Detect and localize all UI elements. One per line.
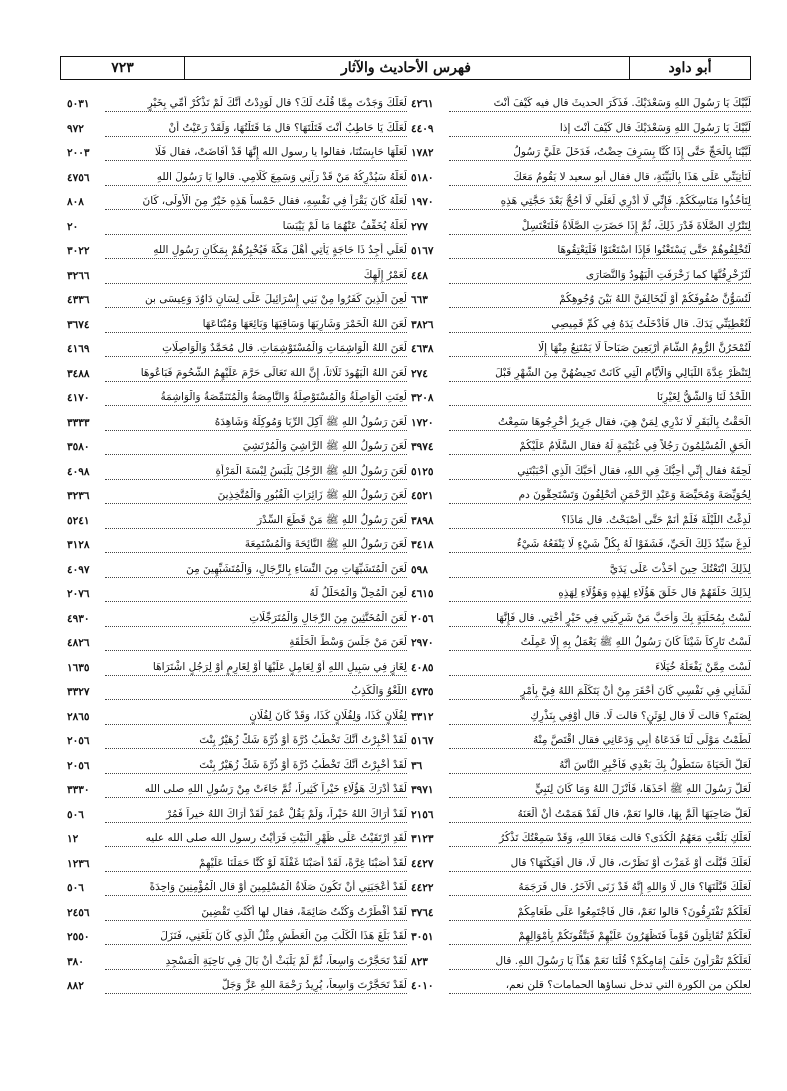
entry-number: ٤٨٢٦ [67, 637, 90, 650]
entry-number: ٥٠٦ [67, 808, 84, 821]
index-entry [411, 117, 751, 142]
entry-number: ٤٠٨٥ [411, 661, 434, 674]
index-entry [67, 264, 407, 289]
index-entry [411, 435, 751, 460]
entry-text: لَعَلَّهُ يُخَفِّفُ عَنْهُمَا مَا لَمْ يَيْبَسَا [105, 219, 407, 235]
entry-text: لَتُعْطِيَنِّي يَدَكَ. قال فَأَدْخَلْتُ يَدَهُ فِي كُمِّ قَمِيصِي [449, 317, 751, 333]
entry-number: ٣٣٣٠ [67, 784, 90, 797]
index-entry [67, 754, 407, 779]
index-entry [411, 778, 751, 803]
entry-text: لَعَلَّكَ يَا حَاطِبُ أَنْتَ قَتَلْتَهَا؟ قال مَا قَتَلْتُهَا، وَلَقَدْ رَعَيْتُ أَنْ [105, 121, 407, 137]
entry-text: لَعَلَّكُمْ تَقْرَأُونَ خَلْفَ إِمَامِكُمْ؟ قُلْنَا نَعَمْ هَذّاً يَا رَسُولَ اللهِ. قال [449, 954, 751, 970]
entry-number: ٥٠٣١ [67, 98, 90, 111]
entry-text: لَعَلَّ رَسُولَ اللهِ ﷺ أَخَذَهَا، فَأَنْزَلَ اللهُ وَمَا كَانَ لِنَبِيٍّ [449, 782, 751, 798]
entry-number: ٢١٥٦ [411, 808, 434, 821]
entry-text: لَقَدْ تَحَجَّرْتَ وَاسِعاً، يُرِيدُ رَحْمَةَ اللهِ عَزَّ وَجَلَّ [105, 978, 407, 994]
index-entry [67, 460, 407, 485]
entry-text: لَقَدْ أُخْبِرْتُ أَنَّكَ تَخْطُبُ دُرَّةَ أَوْ ذُرَّةَ شَكَّ زُهَيْرٌ بِنْتَ [105, 758, 407, 774]
index-entry [411, 337, 751, 362]
entry-text: لَحِقَهُ فقال إِنِّي أُحِبُّكَ فِي اللهِ، فقال أَحَبَّكَ الَّذِي أَحْبَبْتَنِي [449, 464, 751, 480]
entry-text: لَسْتُ تَارِكاً شَيْئاً كَانَ رَسُولُ اللهِ ﷺ يَعْمَلُ بِهِ إِلَّا عَمِلْتُ [449, 635, 751, 651]
index-entry [67, 950, 407, 975]
index-entry [411, 509, 751, 534]
entry-text: لُدِغَ سَيِّدُ ذَلِكَ الْحَيِّ، فَشَفَوْا لَهُ بِكُلِّ شَيْءٍ لَا يَنْفَعُهُ شَيْءٌ [449, 537, 751, 553]
entry-number: ٢٧٧ [411, 220, 428, 233]
entry-number: ٣٩٧٤ [411, 441, 434, 454]
entry-text: لَتُسَوُّنَّ صُفُوفَكُمْ أَوْ لَيُخَالِفَنَّ اللهُ بَيْنَ وُجُوهِكُمْ [449, 292, 751, 308]
entry-number: ٣٣١٢ [411, 710, 434, 723]
index-entry [67, 876, 407, 901]
entry-text: لعلكن من الكورة التي تدخل نساؤها الحمامات؟ قلن نعم، [449, 978, 751, 994]
entry-text: لَعَلَّهُ كَانَ يَقْرَأُ فِي نَفْسِهِ، فقال خَمْساً هَذِهِ خَيْرٌ مِنَ الْأُولَى، كَانَ [105, 194, 407, 210]
index-entry [411, 631, 751, 656]
entry-number: ٤١٦٩ [67, 343, 90, 356]
entry-text: لَعَلَّ صَاحِبَهَا أَلَمَّ بِهَا، قالوا نَعَمْ، قال لَقَدْ هَمَمْتُ أَنْ أَلْعَنَهُ [449, 807, 751, 823]
index-column-right [411, 92, 751, 999]
entry-text: لُدِغْتُ اللَّيْلَةَ فَلَمْ أَنَمْ حَتَّى أَصْبَحْتُ. قال مَاذَا؟ [449, 513, 751, 529]
entry-number: ٤٤٢٢ [411, 882, 434, 895]
entry-text: لَتُمْخَرُنَّ الرُّومُ الشَّامَ أَرْبَعِينَ صَبَاحاً لَا يَمْتَنِعُ مِنْهَا إِلَّا [449, 341, 751, 357]
index-entry [67, 852, 407, 877]
entry-text: لَعَلَّكِ بَلَغْتِ مَعَهُمُ الْكُدَى؟ قالت مَعَاذَ اللهِ، وَقَدْ سَمِعْتُكَ تَذْكُرُ [449, 831, 751, 847]
entry-text: لَعَنَ مَنْ جَلَسَ وَسْطَ الْحَلْقَةِ [105, 635, 407, 651]
entry-number: ٢٠ [67, 220, 79, 233]
entry-text: لَبَّيْكَ يَا رَسُولَ اللهِ وَسَعْدَيْكَ. فَذَكَرَ الحديثَ قال فيه كَيْفَ أَنْتَ [449, 96, 751, 112]
entry-text: لَعَلَّكَ قَبَّلْتَهَا؟ قال لَا وَاللهِ إِنَّهُ قَدْ زَنَى الْآخَرُ. قال فَرَجَمَهُ [449, 880, 751, 896]
entry-number: ٥١٦٧ [411, 735, 434, 748]
entry-number: ٤٠٩٧ [67, 563, 90, 576]
index-entry [67, 803, 407, 828]
index-entry [67, 239, 407, 264]
index-entry [67, 558, 407, 583]
entry-number: ٣٣٢٧ [67, 686, 90, 699]
index-entry [67, 729, 407, 754]
index-entry [67, 533, 407, 558]
entry-number: ٣٧٦٤ [411, 906, 434, 919]
entry-text: لِذَلِكَ خَلَقَهُمْ قال خَلَقَ هَؤُلَاءِ لِهَذِهِ وَهَؤُلَاءِ لِهَذِهِ [449, 586, 751, 602]
entry-text: لَعَنَ رَسُولُ اللهِ ﷺ النَّائِحَةَ وَالْمُسْتَمِعَةَ [105, 537, 407, 553]
index-entry [411, 264, 751, 289]
index-entry [67, 92, 407, 117]
entry-text: لَقَدْ بَلَغَ هَذَا الْكَلْبَ مِنَ الْعَطَشِ مِثْلُ الَّذِي كَانَ بَلَغَنِي، فَنَزَلَ [105, 929, 407, 945]
index-entry [411, 803, 751, 828]
index-entry [411, 582, 751, 607]
entry-text: الْحَقْتُ بِالْبَقَرِ لَا نَدْرِي لِمَنْ هِيَ، فقال جَرِيرٌ أَخْرِجُوهَا سَمِعْتُ [449, 415, 751, 431]
index-entry [67, 190, 407, 215]
entry-number: ٤٤٨ [411, 269, 428, 282]
entry-number: ٢٠٥٦ [67, 759, 90, 772]
index-entry [411, 484, 751, 509]
entry-text: لَعَنَ اللهُ الْخَمْرَ وَشَارِبَهَا وَسَاقِيَهَا وَبَائِعَهَا وَمُبْتَاعَهَا [105, 317, 407, 333]
entry-number: ٤٣٣٦ [67, 294, 90, 307]
entry-number: ٩٧٢ [67, 122, 84, 135]
entry-number: ٥٢٤١ [67, 514, 90, 527]
entry-number: ٢٥٥٠ [67, 931, 90, 944]
index-entry [411, 288, 751, 313]
index-entry [411, 876, 751, 901]
entry-number: ٢٠٥٦ [411, 612, 434, 625]
entry-text: لَسْتَ مِمَّنْ يَفْعَلُهُ خُيَلَاءَ [449, 660, 751, 676]
entry-number: ١٧٢٠ [411, 416, 434, 429]
index-entry [411, 656, 751, 681]
index-entry [411, 362, 751, 387]
entry-text: لَقَدْ أَعْجَبَنِي أَنْ تَكُونَ صَلَاةُ الْمُسْلِمِينَ أَوْ قال الْمُؤْمِنِينَ وَاحِدَةً [105, 880, 407, 896]
entry-number: ٤٩٣٠ [67, 612, 90, 625]
entry-text: لُعِنَ الْمُحِلُّ وَالْمُحَلَّلُ لَهُ [105, 586, 407, 602]
entry-text: لَبَّيْكَ يَا رَسُولَ اللهِ وَسَعْدَيْكَ قال كَيْفَ أَنْتَ إذا [449, 121, 751, 137]
entry-text: لَعَنَ اللهُ الْوَاشِمَاتِ وَالْمُسْتَوْشِمَاتِ. قال مُحَمَّدٌ وَالْوَاصِلَاتِ [105, 341, 407, 357]
entry-number: ٢٧٤ [411, 367, 428, 380]
entry-number: ٥٠٦ [67, 882, 84, 895]
entry-number: ١٦٣٥ [67, 661, 90, 674]
entry-text: لَعَلَّ الْحَيَاةَ سَتَطُولُ بِكَ بَعْدِي فَأَخْبِرِ النَّاسَ أَنَّهُ [449, 758, 751, 774]
index-entry [67, 925, 407, 950]
entry-text: الْحَقِ الْمُسْلِمُونَ رَجُلاً فِي غُنَيْمَةٍ لَهُ فقال السَّلَامُ عَلَيْكُمْ [449, 439, 751, 455]
index-entry [411, 460, 751, 485]
index-entry [67, 337, 407, 362]
entry-text: لَعَلَّكُمْ تَفْتَرِقُونَ؟ قالوا نَعَمْ، قال فَاجْتَمِعُوا عَلَى طَعَامِكُمْ [449, 905, 751, 921]
index-entry [67, 656, 407, 681]
entry-text: لَبَّيْنَا بِالْحَجِّ حَتَّى إِذَا كُنَّا بِسَرِفَ حِضْتُ، فَدَخَلَ عَلَيَّ رَسُولُ [449, 145, 751, 161]
page-number: ٧٢٣ [61, 57, 185, 79]
entry-text: لَعَنَ اللهُ الْيَهُودَ ثَلَاثاً، إِنَّ اللهَ تَعَالَى حَرَّمَ عَلَيْهِمُ الشُّحُومَ فَبَاعُوهَا [105, 366, 407, 382]
entry-text: لَتُزَخْرِفُنَّهَا كما زَخْرَفَتِ الْيَهُودُ وَالنَّصَارَى [449, 268, 751, 284]
index-entry [67, 974, 407, 999]
index-entry [67, 215, 407, 240]
index-entry [411, 411, 751, 436]
index-entry [67, 288, 407, 313]
entry-number: ٣٠٢٢ [67, 245, 90, 258]
entry-number: ٢٨٦٥ [67, 710, 90, 723]
index-entry [67, 141, 407, 166]
entry-text: لَطَمْتُ مَوْلًى لَنَا فَدَعَاهُ أَبِي وَدَعَانِي فقال اقْتَصَّ مِنْهُ [449, 733, 751, 749]
entry-number: ٥١٢٥ [411, 465, 434, 478]
entry-text: لِفُلَانٍ كَذَا، وَلِفُلَانٍ كَذَا، وَقَدْ كَانَ لِفُلَانٍ [105, 709, 407, 725]
entry-number: ٤٤٢٧ [411, 857, 434, 870]
index-entry [411, 950, 751, 975]
entry-text: لَعَلِّي أَجِدُ ذَا حَاجَةٍ يَأْتِي أَهْلَ مَكَّةَ فَيُخْبِرُهُمْ بِمَكَانِ رَسُولِ اللهِ [105, 243, 407, 259]
index-entry [67, 827, 407, 852]
entry-number: ٣٨٩٨ [411, 514, 434, 527]
entry-number: ٣٢٠٨ [411, 392, 434, 405]
index-entry [411, 190, 751, 215]
entry-number: ٤١٧٠ [67, 392, 90, 405]
entry-number: ٣٢٣٦ [67, 490, 90, 503]
entry-number: ٤٧٣٥ [411, 686, 434, 699]
index-entry [67, 509, 407, 534]
entry-text: لَعَنَ رَسُولُ اللهِ ﷺ آكِلَ الرِّبَا وَمُوكِلَهُ وَشَاهِدَهُ [105, 415, 407, 431]
index-entry [411, 92, 751, 117]
index-entry [411, 386, 751, 411]
index-entry [411, 313, 751, 338]
index-entry [411, 680, 751, 705]
index-entry [411, 974, 751, 999]
index-entry [411, 215, 751, 240]
entry-text: لِغَازٍ فِي سَبِيلِ اللهِ أَوْ لِعَامِلٍ عَلَيْهَا أَوْ لِغَارِمٍ أَوْ لِرَجُلٍ اشْتَرَاهَا [105, 660, 407, 676]
entry-number: ٣٢٦٦ [67, 269, 90, 282]
entry-number: ١٩٧٠ [411, 196, 434, 209]
entry-text: لَعَمْرُ إِلَهِكَ [105, 268, 407, 284]
index-entry [67, 901, 407, 926]
entry-number: ٥١٨٠ [411, 171, 434, 184]
index-entry [67, 313, 407, 338]
index-entry [67, 166, 407, 191]
entry-number: ٦٦٣ [411, 294, 428, 307]
entry-number: ٣٦٧٤ [67, 318, 90, 331]
entry-text: لَعَنَ الْمُتَشَبِّهَاتِ مِنَ النِّسَاءِ بِالرِّجَالِ، وَالْمُتَشَبِّهِينَ مِنَ [105, 562, 407, 578]
entry-text: لَعَلَّهُ سَيُدْرِكُهُ مَنْ قَدْ رَآنِي وَسَمِعَ كَلَامِي. قالوا يَا رَسُولَ اللهِ [105, 170, 407, 186]
entry-number: ٢٠٧٦ [67, 588, 90, 601]
entry-number: ٢٠٠٣ [67, 147, 90, 160]
entry-number: ٣٥٨٠ [67, 441, 90, 454]
page-header [60, 56, 751, 80]
entry-text: لَقَدْ أَفْطَرْتُ وَكُنْتُ صَائِمَةً، فقال لها أَكُنْتِ تَقْضِينَ [105, 905, 407, 921]
entry-number: ٣٦ [411, 759, 423, 772]
entry-number: ٨٠٨ [67, 196, 84, 209]
entry-text: لَقَدِ ارْتَقَيْتُ عَلَى ظَهْرِ الْبَيْتِ فَرَأَيْتُ رسول الله صلى الله عليه [105, 831, 407, 847]
index-entry [411, 239, 751, 264]
entry-text: لُعِنَتِ الْوَاصِلَةُ وَالْمُسْتَوْصِلَةُ وَالنَّامِصَةُ وَالْمُتَنَمِّصَةُ وَالْوَاشِمَةُ [105, 390, 407, 406]
entry-number: ٨٨٢ [67, 980, 84, 993]
entry-text: لَعَنَ رَسُولُ اللهِ ﷺ الرَّجُلَ يَلْبَسُ لِبْسَةَ الْمَرْأَةِ [105, 464, 407, 480]
entry-number: ٤٧٥٦ [67, 171, 90, 184]
index-entry [411, 852, 751, 877]
index-entry [67, 435, 407, 460]
entry-text: لَعَلَّهَا حَابِسَتُنَا، فقالوا يا رسول الله إِنَّهَا قَدْ أَفَاضَتْ، فقال فَلَا [105, 145, 407, 161]
entry-text: لَعَنَ رَسُولُ اللهِ ﷺ زَائِرَاتِ الْقُبُورِ وَالْمُتَّخِذِينَ [105, 488, 407, 504]
entry-number: ٤٥٢١ [411, 490, 434, 503]
entry-text: لَقَدْ أَصَبْنَا غِرَّةً، لَقَدْ أَصَبْنَا غَفْلَةً لَوْ كُنَّا حَمَلْنَا عَلَيْهِمْ [105, 856, 407, 872]
entry-text: لَعَلَّكَ وَجَدْتَ مِمَّا قُلْتُ لَكَ؟ قال لَوَدِدْتُ أَنَّكَ لَمْ تَذْكُرْ أُمِّي بِخَيْرٍ [105, 96, 407, 112]
index-column-left [67, 92, 407, 999]
entry-text: لَقَدْ أَرَاكَ اللهُ خَيْراً، وَلَمْ يَقُلْ عُمَرُ لَقَدْ أَرَاكَ اللهُ خيراً فَمُرْ [105, 807, 407, 823]
entry-text: لِتَتْرُكِ الصَّلَاةَ قَدْرَ ذَلِكَ، ثُمَّ إِذَا حَضَرَتِ الصَّلَاةُ فَلْتَغْتَسِلْ [449, 219, 751, 235]
entry-number: ٢٩٧٠ [411, 637, 434, 650]
index-entry [411, 533, 751, 558]
entry-number: ٣١٢٣ [411, 833, 434, 846]
entry-number: ٣٤٨٨ [67, 367, 90, 380]
index-entry [411, 754, 751, 779]
entry-number: ٤٦١٥ [411, 588, 434, 601]
book-name: أبو داود [629, 57, 750, 79]
entry-text: اللَّغْوُ وَالْكَذِبُ [105, 684, 407, 700]
entry-number: ٣٩٧١ [411, 784, 434, 797]
entry-number: ٣٣٣٣ [67, 416, 90, 429]
entry-number: ٥٩٨ [411, 563, 428, 576]
entry-number: ٣٤١٨ [411, 539, 434, 552]
index-entry [67, 484, 407, 509]
index-entry [67, 582, 407, 607]
index-entry [411, 901, 751, 926]
index-entry [67, 386, 407, 411]
entry-number: ٢٠٥٦ [67, 735, 90, 748]
entry-number: ٢٤٥٦ [67, 906, 90, 919]
entry-number: ٤٠١٠ [411, 980, 434, 993]
entry-number: ١٢٣٦ [67, 857, 90, 870]
index-entry [67, 362, 407, 387]
entry-text: لَعَلَّكَ قَبَّلْتَ أَوْ غَمَزْتَ أَوْ نَظَرْتَ، قال لَا، قال أَفَنِكْتَهَا؟ قال [449, 856, 751, 872]
entry-number: ٨٢٣ [411, 955, 428, 968]
entry-text: لَتَأْتِيَنِّي عَلَى هَذَا بِالْبَيِّنَةِ، قال فقال أبو سعيد لا يَقُومُ مَعَكَ [449, 170, 751, 186]
entry-text: اللَّحْدُ لَنَا وَالشَّقُّ لِغَيْرِنَا [449, 390, 751, 406]
entry-text: لَقَدْ تَحَجَّرْتَ وَاسِعاً، ثُمَّ لَمْ يَلْبَثْ أَنْ بَالَ فِي نَاحِيَةِ الْمَسْجِدِ [105, 954, 407, 970]
page-title: فهرس الأحاديث والآثار [341, 60, 471, 76]
index-entry [67, 607, 407, 632]
entry-number: ٣٨٠ [67, 955, 84, 968]
entry-number: ٥١٦٧ [411, 245, 434, 258]
index-entry [411, 141, 751, 166]
entry-number: ٤٤٠٩ [411, 122, 434, 135]
index-entry [411, 925, 751, 950]
index-entry [411, 607, 751, 632]
index-entry [67, 778, 407, 803]
index-entry [411, 166, 751, 191]
entry-text: لَقَدْ أُخْبِرْتُ أَنَّكَ تَخْطُبُ دُرَّةَ أَوْ ذُرَّةَ شَكَّ زُهَيْرٌ بِنْتَ [105, 733, 407, 749]
entry-number: ٤٠٩٨ [67, 465, 90, 478]
entry-text: لِتَأْخُذُوا مَنَاسِكَكُمْ. فَإِنِّي لَا أَدْرِي لَعَلِّي لَا أَحُجُّ بَعْدَ حَجَّتِي هَذِهِ [449, 194, 751, 210]
entry-text: لِتَنْظُرْ عِدَّةَ اللَّيَالِي وَالْأَيَّامِ الَّتِي كَانَتْ تَحِيضُهُنَّ مِنَ الشَّهْرِ قَبْلَ [449, 366, 751, 382]
entry-text: لَعَنَ رَسُولُ اللهِ ﷺ مَنْ قَطَعَ السِّدْرَ [105, 513, 407, 529]
index-entry [411, 729, 751, 754]
entry-text: لِذَلِكَ ابْتَعْتُكَ حِينَ أَخَذْتَ عَلَى يَدَيَّ [449, 562, 751, 578]
index-entry [411, 558, 751, 583]
index-entry [67, 411, 407, 436]
entry-number: ١٧٨٢ [411, 147, 434, 160]
entry-text: لِحُوَيِّصَةَ وَمُحَيِّصَةَ وَعَبْدِ الرَّحْمَنِ أَتَحْلِفُونَ وَتَسْتَحِقُّونَ دم [449, 488, 751, 504]
index-entry [411, 705, 751, 730]
entry-text: لَعَنَ الْمُخَنَّثِينَ مِنَ الرِّجَالِ وَالْمُتَرَجِّلَاتِ [105, 611, 407, 627]
index-entry [67, 705, 407, 730]
index-entry [67, 117, 407, 142]
entry-number: ١٢ [67, 833, 79, 846]
entry-text: لَتُخْلِفُوهُمْ حَتَّى يَسْتَغْنُوا فَإِذَا اسْتَغْنَوْا فَلْيَعْتِقُوهَا [449, 243, 751, 259]
entry-text: لَشَأْنِي فِي نَفْسِي كَانَ أَحْقَرَ مِنْ أَنْ يَتَكَلَّمَ اللهُ فِيَّ بِأَمْرٍ [449, 684, 751, 700]
entry-text: لَقَدْ أَدْرَكَ هَؤُلَاءِ خَيْراً كَثِيراً، ثُمَّ جَاءَتْ مِنْ رَسُولِ اللهِ صلى الله [105, 782, 407, 798]
entry-text: لَعَنَ رَسُولُ اللهِ ﷺ الرَّاشِيَ وَالْمُرْتَشِيَ [105, 439, 407, 455]
entry-text: لِصَنَمٍ؟ قالت لَا قال لِوَثَنٍ؟ قالت لَا. قال أَوْفِي بِنَذْرِكِ [449, 709, 751, 725]
entry-number: ٣٠٥١ [411, 931, 434, 944]
index-entry [67, 631, 407, 656]
entry-number: ٤٢٦١ [411, 98, 434, 111]
entry-text: لُعِنَ الَّذِينَ كَفَرُوا مِنْ بَنِي إِسْرَائِيلَ عَلَى لِسَانِ دَاوُدَ وَعِيسَى بن [105, 292, 407, 308]
index-entry [67, 680, 407, 705]
index-entry [411, 827, 751, 852]
entry-text: لَسْتُ بِمُخَلِّيَةٍ بِكَ وَأَحَبَّ مَنْ شَرِكَنِي فِي خَيْرٍ أُخْتِي. قال فَإِنَّهَا [449, 611, 751, 627]
entry-text: لَعَلَّكُمْ تُقَاتِلُونَ قَوْماً فَتَظْهَرُونَ عَلَيْهِمْ فَيَتَّقُونَكُمْ بِأَمْوَالِهِمْ [449, 929, 751, 945]
entry-number: ٣٨٢٦ [411, 318, 434, 331]
entry-number: ٤٦٣٨ [411, 343, 434, 356]
entry-number: ٣١٢٨ [67, 539, 90, 552]
